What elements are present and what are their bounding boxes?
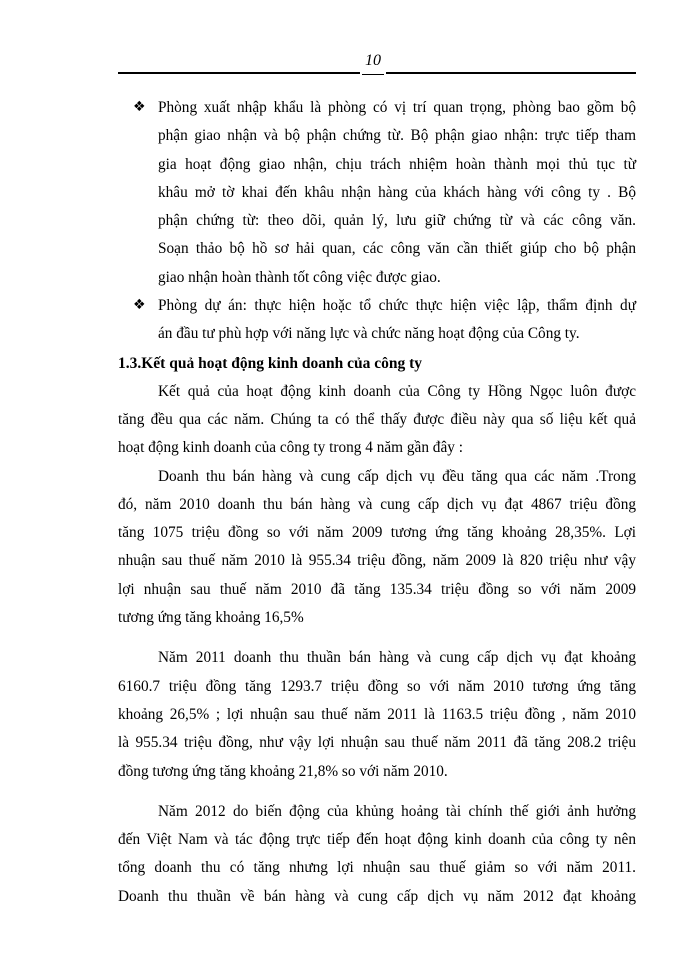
header-rule-left (118, 72, 360, 74)
page-header (118, 52, 636, 78)
text-line: Doanh thu thuần về bán hàng và cung cấp dịch vụ năm 2012 đạt khoảng (118, 887, 636, 905)
text-line: khâu mở tờ khai đến khâu nhận hàng của khách hàng với công ty . Bộ (158, 183, 636, 201)
four-diamond-bullet-icon: ❖ (133, 297, 146, 314)
text-line: Soạn thảo bộ hồ sơ hải quan, các công văn cần thiết giúp cho bộ phận (158, 240, 636, 258)
paragraph-2010 (118, 463, 636, 633)
text-line: tăng 1075 triệu đồng so với năm 2009 tương ứng tăng khoảng 28,35%. Lợi (118, 524, 636, 542)
text-line: tổng doanh thu có tăng nhưng lợi nhuận sau thuế giảm so với năm 2011. (118, 859, 636, 877)
paragraph-gap (118, 786, 636, 798)
text-line: phận giao nhận và bộ phận chứng từ. Bộ phận giao nhận: trực tiếp tham (158, 127, 636, 145)
text-line: đó, năm 2010 doanh thu bán hàng và cung cấp dịch vụ đạt 4867 triệu đồng (118, 495, 636, 513)
text-line: lợi nhuận sau thuế năm 2010 đã tăng 135.34 triệu đồng so với năm 2009 (118, 580, 636, 598)
bullet-import-export (118, 94, 636, 292)
header-rule-right (386, 72, 636, 74)
paragraph-2011 (118, 644, 636, 785)
text-line: tăng đều qua các năm. Chúng ta có thể thấy được điều này qua số liệu kết quả (118, 410, 636, 428)
text-line: hoạt động kinh doanh của công ty trong 4 năm gần đây : (118, 439, 463, 457)
text-line: giao nhận hoàn thành tốt công việc được giao. (158, 268, 441, 286)
text-line: phận chứng từ: theo dõi, quản lý, lưu giữ chứng từ và các công văn. (158, 212, 636, 230)
bullet-projects (118, 292, 636, 349)
page-number-underline (362, 74, 384, 75)
text-line: nhuận sau thuế năm 2010 là 955.34 triệu đồng, năm 2009 là 820 triệu như vậy (118, 552, 636, 570)
section-heading: 1.3.Kết quả hoạt động kinh doanh của công ty (118, 354, 423, 372)
text-line: án đầu tư phù hợp với năng lực và chức năng hoạt động của Công ty. (158, 325, 580, 343)
text-line: gia hoạt động giao nhận, chịu trách nhiệm hoàn thành mọi thủ tục từ (158, 155, 636, 173)
text-line: đến Việt Nam và tác động trực tiếp đến hoạt động kinh doanh của công ty nên (118, 831, 636, 849)
text-line: Năm 2011 doanh thu thuần bán hàng và cung cấp dịch vụ đạt khoảng (158, 649, 636, 667)
text-line: Phòng xuất nhập khẩu là phòng có vị trí quan trọng, phòng bao gồm bộ (158, 99, 636, 116)
text-line: là 955.34 triệu đồng, như vậy lợi nhuận sau thuế năm 2011 đã tăng 208.2 triệu (118, 734, 636, 752)
paragraph-gap (118, 632, 636, 644)
text-line: 6160.7 triệu đồng tăng 1293.7 triệu đồng so với năm 2010 tương ứng tăng (118, 677, 636, 695)
text-line: khoảng 26,5% ; lợi nhuận sau thuế năm 2011 là 1163.5 triệu đồng , năm 2010 (118, 705, 636, 723)
text-line: Kết quả của hoạt động kinh doanh của Công ty Hồng Ngọc luôn được (158, 382, 636, 400)
text-line: Doanh thu bán hàng và cung cấp dịch vụ đều tăng qua các năm .Trong (158, 467, 636, 485)
paragraph-2012 (118, 798, 636, 911)
page-body (118, 94, 636, 911)
page-number: 10 (365, 52, 381, 69)
text-line: đồng tương ứng tăng khoảng 21,8% so với năm 2010. (118, 762, 448, 780)
four-diamond-bullet-icon: ❖ (133, 99, 146, 115)
text-line: Phòng dự án: thực hiện hoặc tổ chức thực hiện việc lập, thẩm định dự (158, 297, 636, 315)
paragraph-intro (118, 378, 636, 463)
text-line: Năm 2012 do biến động của khủng hoảng tài chính thế giới ảnh hưởng (158, 802, 636, 820)
text-line: tương ứng tăng khoảng 16,5% (118, 609, 304, 627)
